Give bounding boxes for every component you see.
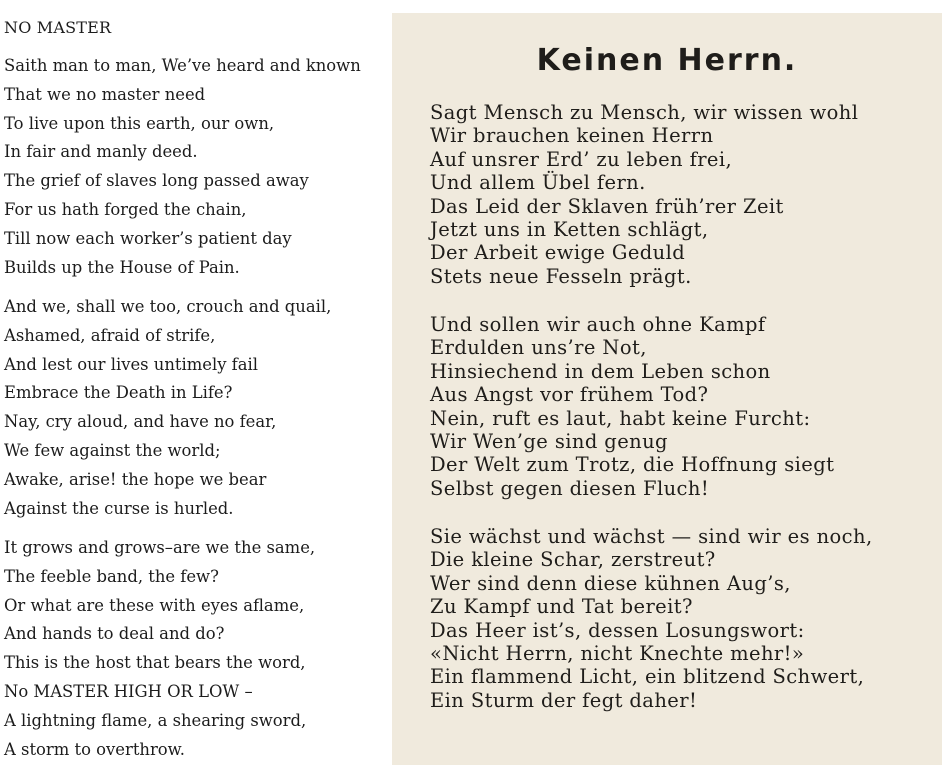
english-stanza-1	[4, 52, 361, 282]
german-line: Wer sind denn diese kühnen Aug’s,	[430, 571, 791, 595]
german-line: Und allem Übel fern.	[430, 171, 646, 195]
german-line: Jetzt uns in Ketten schlägt,	[430, 217, 709, 241]
english-line: Or what are these with eyes aflame,	[4, 595, 305, 615]
german-line: Und sollen wir auch ohne Kampf	[430, 313, 766, 336]
english-line: No MASTER HIGH OR LOW –	[4, 681, 253, 701]
english-poem-panel	[0, 0, 392, 765]
german-line: Ein flammend Licht, ein blitzend Schwert,	[430, 665, 865, 689]
german-line: Stets neue Fesseln prägt.	[430, 264, 692, 288]
german-line: «Nicht Herrn, nicht Knechte mehr!»	[430, 641, 805, 665]
german-line: Ein Sturm der fegt daher!	[430, 688, 698, 712]
german-line: Sagt Mensch zu Mensch, wir wissen wohl	[430, 101, 859, 124]
english-line: Nay, cry aloud, and have no fear,	[4, 412, 277, 432]
german-line: Wir Wen’ge sind genug	[430, 429, 668, 453]
english-line: In fair and manly deed.	[4, 142, 198, 162]
german-line: Das Heer ist’s, dessen Losungswort:	[430, 618, 805, 642]
german-line: Aus Angst vor frühem Tod?	[430, 383, 709, 407]
german-line: Der Arbeit ewige Geduld	[430, 241, 686, 265]
german-line: Der Welt zum Trotz, die Hoffnung siegt	[430, 453, 835, 477]
english-line: Till now each worker’s patient day	[4, 228, 292, 248]
english-stanza-3	[4, 534, 315, 764]
english-line: It grows and grows–are we the same,	[4, 538, 316, 557]
english-line: Ashamed, afraid of strife,	[4, 325, 216, 345]
german-line: Die kleine Schar, zerstreut?	[430, 548, 716, 572]
german-line: Das Leid der Sklaven früh’rer Zeit	[430, 194, 784, 218]
german-poem-title: Keinen Herrn.	[536, 43, 798, 78]
german-poem-scan	[392, 13, 942, 765]
english-line: A lightning flame, a shearing sword,	[4, 710, 307, 730]
english-line: And hands to deal and do?	[4, 624, 225, 644]
english-line: Against the curse is hurled.	[4, 498, 234, 518]
english-line: Awake, arise! the hope we bear	[4, 469, 267, 489]
english-line: This is the host that bears the word,	[4, 653, 306, 673]
english-line: And we, shall we too, crouch and quail,	[4, 297, 332, 316]
german-stanza-3	[430, 525, 873, 712]
english-line: The feeble band, the few?	[4, 566, 219, 586]
english-stanza-2	[4, 293, 331, 523]
english-line: We few against the world;	[4, 440, 221, 460]
german-line: Hinsiechend in dem Leben schon	[430, 359, 771, 383]
english-line: And lest our lives untimely fail	[4, 354, 258, 374]
english-line: Embrace the Death in Life?	[4, 383, 233, 403]
german-line: Wir brauchen keinen Herrn	[430, 124, 714, 148]
german-line: Nein, ruft es laut, habt keine Furcht:	[430, 406, 811, 430]
english-poem-title: NO MASTER	[4, 18, 112, 37]
german-line: Sie wächst und wächst — sind wir es noch,	[430, 525, 873, 548]
english-line: To live upon this earth, our own,	[4, 113, 275, 133]
german-stanza-1	[430, 101, 858, 288]
english-line: The grief of slaves long passed away	[4, 171, 309, 191]
english-line: That we no master need	[4, 84, 206, 104]
english-line: For us hath forged the chain,	[4, 199, 247, 219]
german-line: Zu Kampf und Tat bereit?	[430, 595, 693, 619]
german-line: Erdulden uns’re Not,	[430, 336, 647, 360]
english-line: Builds up the House of Pain.	[4, 257, 240, 277]
english-line: A storm to overthrow.	[4, 739, 185, 759]
german-line: Auf unsrer Erd’ zu leben frei,	[430, 147, 733, 171]
english-line: Saith man to man, We’ve heard and known	[4, 56, 361, 75]
german-stanza-2	[430, 313, 834, 500]
german-line: Selbst gegen diesen Fluch!	[430, 476, 710, 500]
